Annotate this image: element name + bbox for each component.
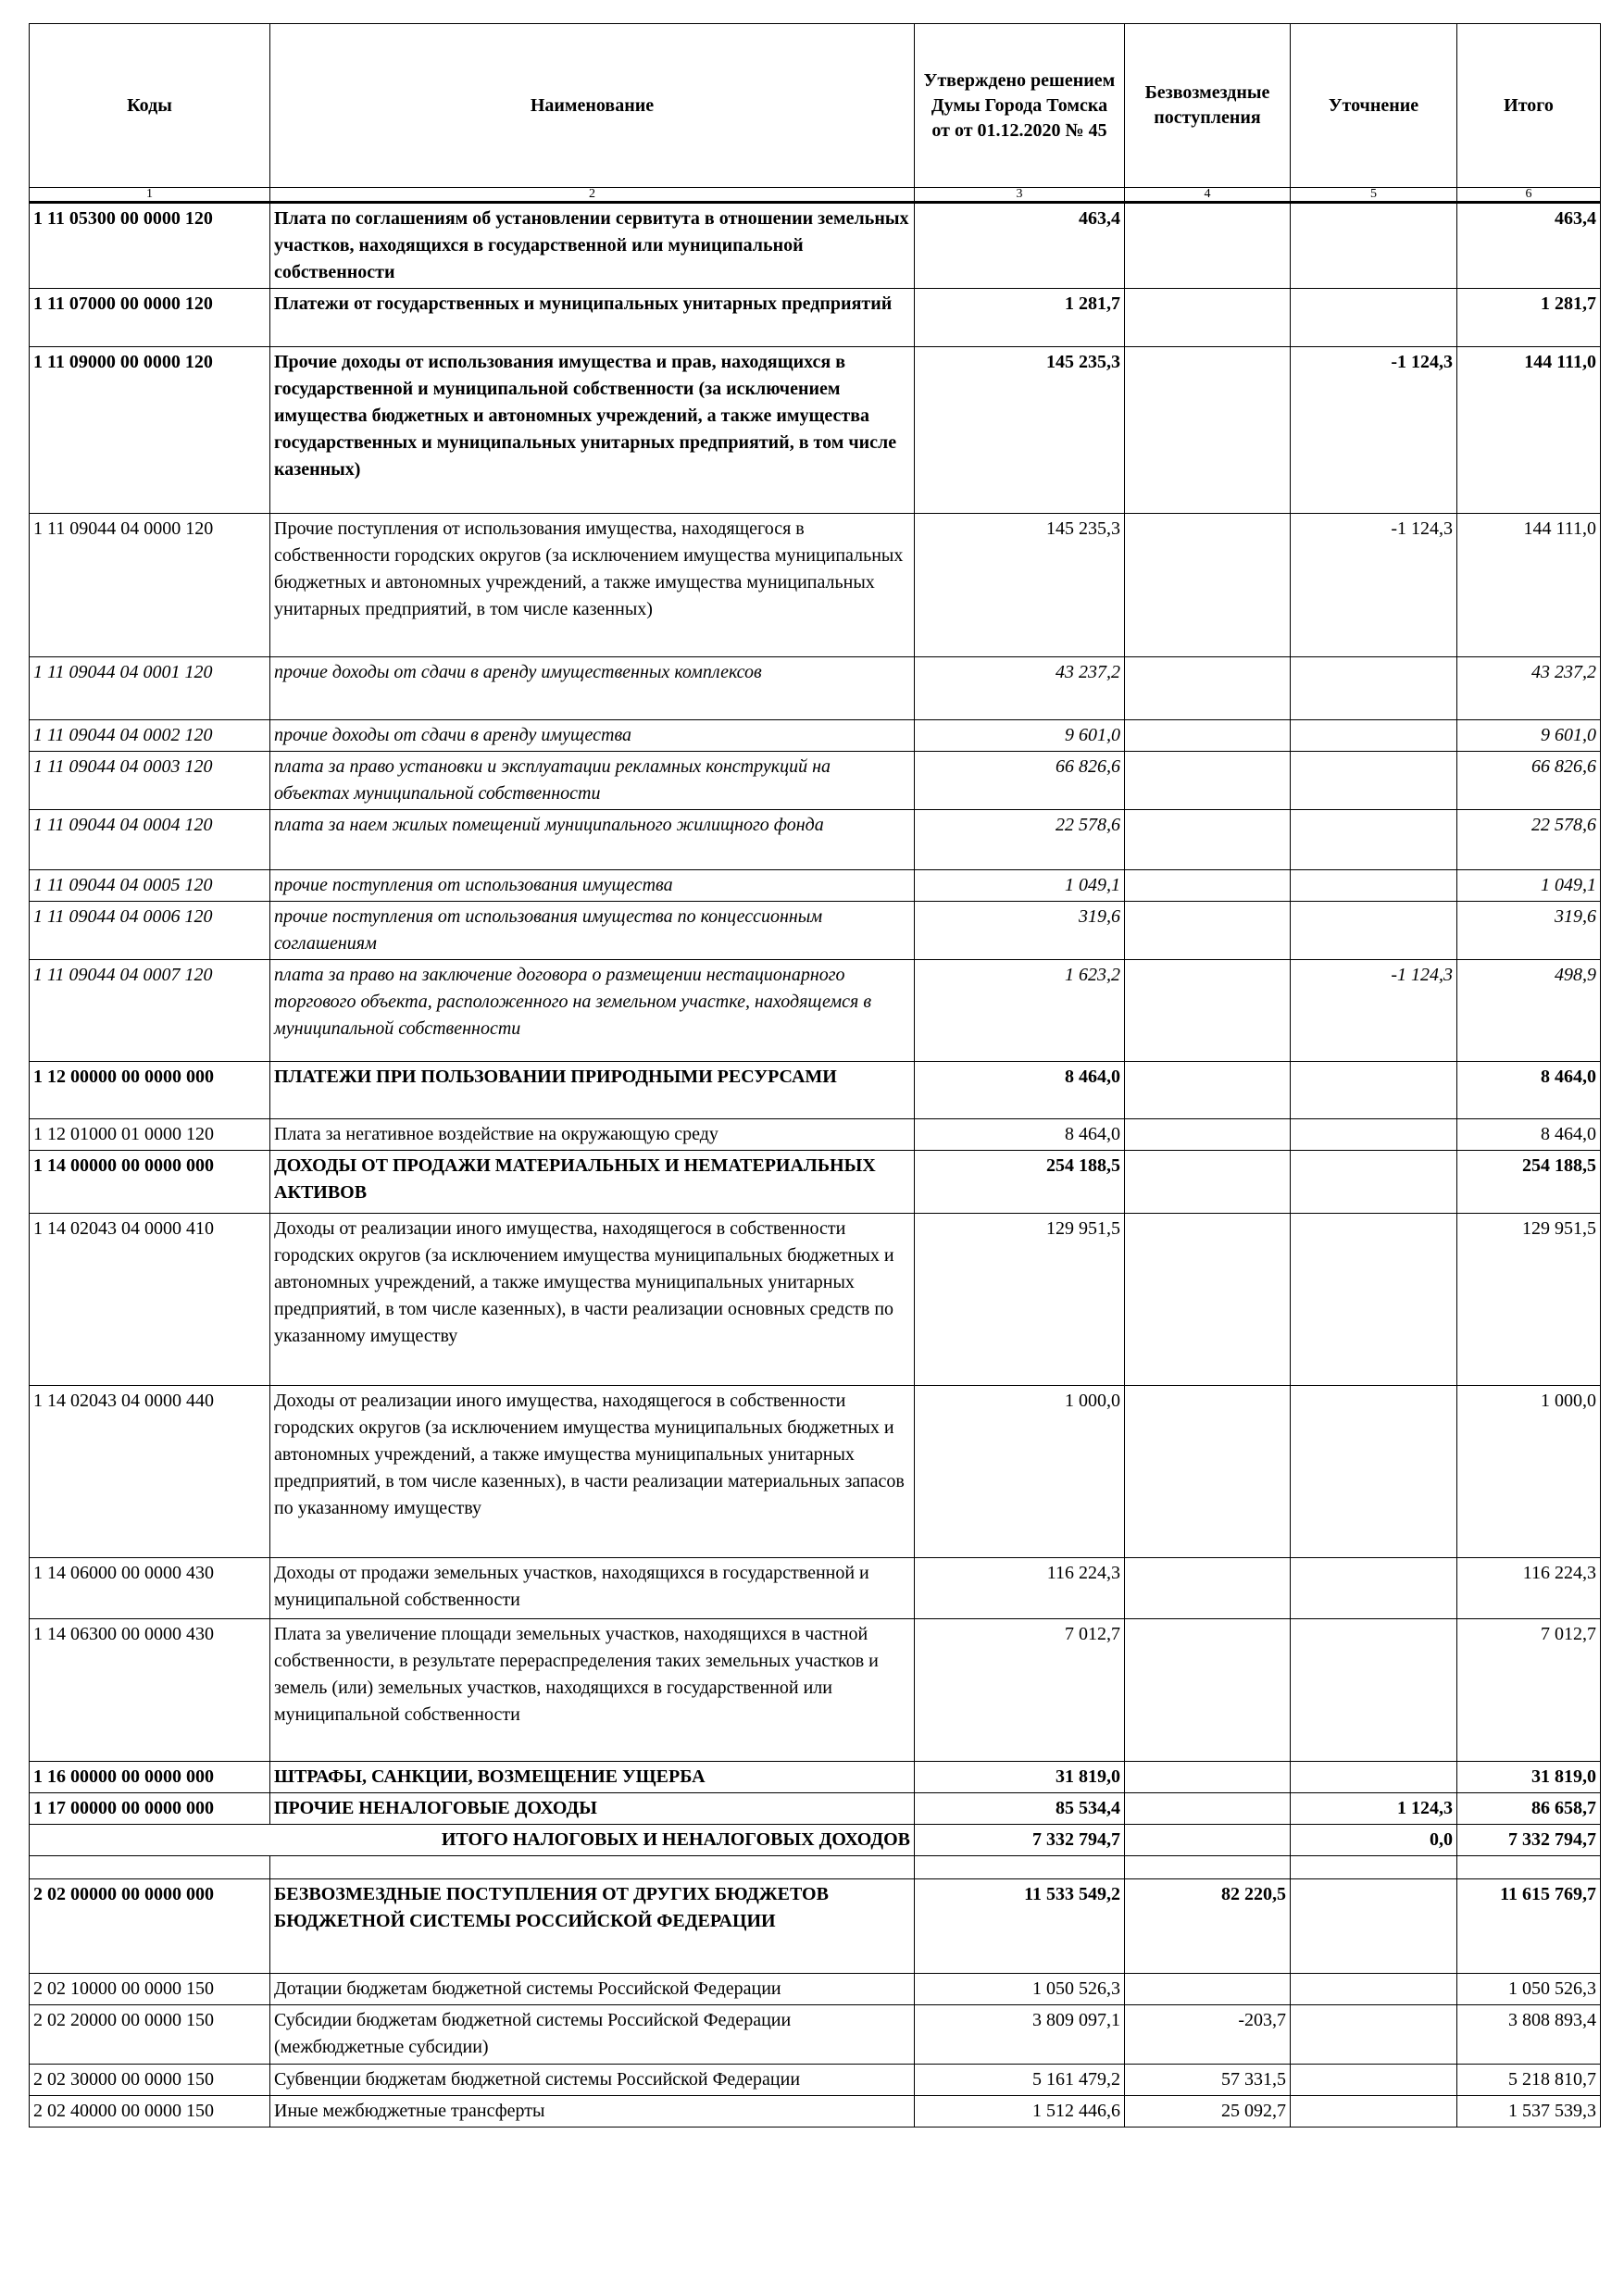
row-total: 1 049,1	[1457, 870, 1601, 902]
row-clarification	[1291, 1974, 1457, 2005]
row-code: 1 11 07000 00 0000 120	[30, 289, 270, 347]
row-total: 1 000,0	[1457, 1386, 1601, 1558]
row-clarification	[1291, 1151, 1457, 1214]
row-name: Плата за увеличение площади земельных участков, находящихся в частной собственности, в результате перераспределения таких земельных участков и земель (или) земельных участков, находящихся в государственной или муниципальной собственности	[270, 1619, 915, 1762]
row-total: 8 464,0	[1457, 1119, 1601, 1151]
row-name: плата за наем жилых помещений муниципального жилищного фонда	[270, 810, 915, 870]
row-gratuitous	[1125, 1793, 1291, 1825]
row-approved: 9 601,0	[915, 720, 1125, 752]
row-clarification: 1 124,3	[1291, 1793, 1457, 1825]
subtotal-clarification: 0,0	[1291, 1825, 1457, 1856]
row-name: Доходы от реализации иного имущества, находящегося в собственности городских округов (за исключением имущества муниципальных бюджетных и автономных учреждений, а также имущества муниципальных унитарных предприятий, в том числе казенных), в части реализации материальных запасов по указанному имуществу	[270, 1386, 915, 1558]
table-row	[30, 752, 1601, 810]
row-name: Дотации бюджетам бюджетной системы Российской Федерации	[270, 1974, 915, 2005]
row-gratuitous	[1125, 1974, 1291, 2005]
row-approved: 43 237,2	[915, 657, 1125, 720]
table-row	[30, 1214, 1601, 1386]
row-name: прочие поступления от использования имущества	[270, 870, 915, 902]
header-name: Наименование	[270, 24, 915, 188]
row-clarification	[1291, 1119, 1457, 1151]
row-total: 11 615 769,7	[1457, 1879, 1601, 1974]
row-gratuitous	[1125, 289, 1291, 347]
header-row	[30, 24, 1601, 188]
row-clarification	[1291, 810, 1457, 870]
row-clarification	[1291, 1386, 1457, 1558]
budget-table	[29, 23, 1601, 2128]
row-gratuitous	[1125, 1151, 1291, 1214]
row-total: 116 224,3	[1457, 1558, 1601, 1619]
row-total: 254 188,5	[1457, 1151, 1601, 1214]
subtotal-approved: 7 332 794,7	[915, 1825, 1125, 1856]
row-approved: 254 188,5	[915, 1151, 1125, 1214]
row-clarification	[1291, 2096, 1457, 2128]
subtotal-label: ИТОГО НАЛОГОВЫХ И НЕНАЛОГОВЫХ ДОХОДОВ	[30, 1825, 915, 1856]
row-clarification	[1291, 902, 1457, 960]
table-row	[30, 870, 1601, 902]
row-code: 1 11 09044 04 0005 120	[30, 870, 270, 902]
column-number: 3	[915, 188, 1125, 203]
row-clarification: -1 124,3	[1291, 514, 1457, 657]
row-gratuitous	[1125, 810, 1291, 870]
table-row	[30, 1762, 1601, 1793]
table-row	[30, 289, 1601, 347]
row-gratuitous	[1125, 203, 1291, 289]
row-gratuitous	[1125, 902, 1291, 960]
row-name: Платежи от государственных и муниципальных унитарных предприятий	[270, 289, 915, 347]
header-approved: Утверждено решением Думы Города Томска от от 01.12.2020 № 45	[915, 24, 1125, 188]
table-row	[30, 810, 1601, 870]
row-total: 129 951,5	[1457, 1214, 1601, 1386]
transfer-rows	[30, 1879, 1601, 2128]
row-code: 1 17 00000 00 0000 000	[30, 1793, 270, 1825]
revenue-rows	[30, 203, 1601, 1825]
table-row	[30, 1119, 1601, 1151]
row-approved: 1 050 526,3	[915, 1974, 1125, 2005]
row-name: Прочие доходы от использования имущества и прав, находящихся в государственной и муниципальной собственности (за исключением имущества бюджетных и автономных учреждений, а также имущества государственных и муниципальных унитарных предприятий, в том числе казенных)	[270, 347, 915, 514]
header-codes: Коды	[30, 24, 270, 188]
row-approved: 66 826,6	[915, 752, 1125, 810]
row-clarification	[1291, 870, 1457, 902]
row-gratuitous	[1125, 1119, 1291, 1151]
header-gratuitous: Безвозмездные поступления	[1125, 24, 1291, 188]
table-row	[30, 720, 1601, 752]
row-code: 1 14 00000 00 0000 000	[30, 1151, 270, 1214]
row-approved: 85 534,4	[915, 1793, 1125, 1825]
table-row	[30, 514, 1601, 657]
row-gratuitous: 57 331,5	[1125, 2065, 1291, 2096]
row-clarification: -1 124,3	[1291, 960, 1457, 1062]
row-name: Иные межбюджетные трансферты	[270, 2096, 915, 2128]
table-row	[30, 1619, 1601, 1762]
row-gratuitous	[1125, 752, 1291, 810]
row-approved: 1 281,7	[915, 289, 1125, 347]
row-approved: 116 224,3	[915, 1558, 1125, 1619]
row-code: 1 11 05300 00 0000 120	[30, 203, 270, 289]
row-clarification	[1291, 752, 1457, 810]
spacer-row	[30, 1856, 1601, 1879]
row-total: 86 658,7	[1457, 1793, 1601, 1825]
row-code: 2 02 40000 00 0000 150	[30, 2096, 270, 2128]
subtotal-section	[30, 1825, 1601, 1879]
header-total: Итого	[1457, 24, 1601, 188]
row-approved: 129 951,5	[915, 1214, 1125, 1386]
row-code: 1 14 06000 00 0000 430	[30, 1558, 270, 1619]
row-code: 1 11 09044 04 0003 120	[30, 752, 270, 810]
table-row	[30, 1151, 1601, 1214]
row-total: 319,6	[1457, 902, 1601, 960]
row-code: 1 14 02043 04 0000 410	[30, 1214, 270, 1386]
column-number-row	[30, 188, 1601, 203]
row-clarification	[1291, 1214, 1457, 1386]
table-row	[30, 902, 1601, 960]
row-clarification	[1291, 1762, 1457, 1793]
row-clarification	[1291, 289, 1457, 347]
row-total: 5 218 810,7	[1457, 2065, 1601, 2096]
row-approved: 1 049,1	[915, 870, 1125, 902]
row-total: 144 111,0	[1457, 347, 1601, 514]
table-row	[30, 1386, 1601, 1558]
row-name: БЕЗВОЗМЕЗДНЫЕ ПОСТУПЛЕНИЯ ОТ ДРУГИХ БЮДЖЕТОВ БЮДЖЕТНОЙ СИСТЕМЫ РОССИЙСКОЙ ФЕДЕРАЦИИ	[270, 1879, 915, 1974]
row-gratuitous	[1125, 1558, 1291, 1619]
table-row	[30, 657, 1601, 720]
row-approved: 3 809 097,1	[915, 2005, 1125, 2065]
row-approved: 1 000,0	[915, 1386, 1125, 1558]
row-name: ДОХОДЫ ОТ ПРОДАЖИ МАТЕРИАЛЬНЫХ И НЕМАТЕРИАЛЬНЫХ АКТИВОВ	[270, 1151, 915, 1214]
row-approved: 145 235,3	[915, 514, 1125, 657]
row-gratuitous	[1125, 1062, 1291, 1119]
row-gratuitous	[1125, 720, 1291, 752]
row-code: 1 14 06300 00 0000 430	[30, 1619, 270, 1762]
subtotal-row	[30, 1825, 1601, 1856]
table-row	[30, 2005, 1601, 2065]
row-total: 7 012,7	[1457, 1619, 1601, 1762]
row-total: 463,4	[1457, 203, 1601, 289]
row-name: ПЛАТЕЖИ ПРИ ПОЛЬЗОВАНИИ ПРИРОДНЫМИ РЕСУРСАМИ	[270, 1062, 915, 1119]
row-gratuitous	[1125, 870, 1291, 902]
row-name: прочие доходы от сдачи в аренду имущества	[270, 720, 915, 752]
row-gratuitous	[1125, 514, 1291, 657]
row-approved: 145 235,3	[915, 347, 1125, 514]
row-clarification	[1291, 2065, 1457, 2096]
row-clarification	[1291, 657, 1457, 720]
row-total: 144 111,0	[1457, 514, 1601, 657]
table-row	[30, 1558, 1601, 1619]
row-total: 31 819,0	[1457, 1762, 1601, 1793]
row-approved: 11 533 549,2	[915, 1879, 1125, 1974]
row-total: 9 601,0	[1457, 720, 1601, 752]
row-gratuitous	[1125, 657, 1291, 720]
row-code: 1 11 09044 04 0004 120	[30, 810, 270, 870]
row-code: 1 12 00000 00 0000 000	[30, 1062, 270, 1119]
row-approved: 31 819,0	[915, 1762, 1125, 1793]
row-gratuitous: 25 092,7	[1125, 2096, 1291, 2128]
row-clarification	[1291, 203, 1457, 289]
row-code: 2 02 30000 00 0000 150	[30, 2065, 270, 2096]
row-name: Субсидии бюджетам бюджетной системы Российской Федерации (межбюджетные субсидии)	[270, 2005, 915, 2065]
row-code: 1 16 00000 00 0000 000	[30, 1762, 270, 1793]
row-approved: 1 623,2	[915, 960, 1125, 1062]
row-clarification	[1291, 1558, 1457, 1619]
row-name: Субвенции бюджетам бюджетной системы Российской Федерации	[270, 2065, 915, 2096]
row-approved: 7 012,7	[915, 1619, 1125, 1762]
row-total: 3 808 893,4	[1457, 2005, 1601, 2065]
row-approved: 1 512 446,6	[915, 2096, 1125, 2128]
row-code: 1 11 09044 04 0000 120	[30, 514, 270, 657]
row-total: 498,9	[1457, 960, 1601, 1062]
row-name: ПРОЧИЕ НЕНАЛОГОВЫЕ ДОХОДЫ	[270, 1793, 915, 1825]
row-approved: 319,6	[915, 902, 1125, 960]
row-code: 1 11 09044 04 0001 120	[30, 657, 270, 720]
row-total: 1 281,7	[1457, 289, 1601, 347]
column-number: 2	[270, 188, 915, 203]
row-clarification	[1291, 1062, 1457, 1119]
subtotal-total: 7 332 794,7	[1457, 1825, 1601, 1856]
row-gratuitous	[1125, 1214, 1291, 1386]
table-row	[30, 203, 1601, 289]
row-clarification	[1291, 720, 1457, 752]
row-gratuitous	[1125, 960, 1291, 1062]
column-number: 1	[30, 188, 270, 203]
table-row	[30, 2096, 1601, 2128]
row-total: 66 826,6	[1457, 752, 1601, 810]
row-gratuitous: 82 220,5	[1125, 1879, 1291, 1974]
row-total: 1 537 539,3	[1457, 2096, 1601, 2128]
row-name: прочие поступления от использования имущества по концессионным соглашениям	[270, 902, 915, 960]
table-row	[30, 1793, 1601, 1825]
row-clarification	[1291, 1879, 1457, 1974]
table-row	[30, 347, 1601, 514]
row-name: Доходы от реализации иного имущества, находящегося в собственности городских округов (за исключением имущества муниципальных бюджетных и автономных учреждений, а также имущества муниципальных унитарных предприятий, в том числе казенных), в части реализации основных средств по указанному имуществу	[270, 1214, 915, 1386]
row-code: 1 11 09044 04 0002 120	[30, 720, 270, 752]
row-gratuitous	[1125, 1762, 1291, 1793]
row-clarification	[1291, 2005, 1457, 2065]
row-name: ШТРАФЫ, САНКЦИИ, ВОЗМЕЩЕНИЕ УЩЕРБА	[270, 1762, 915, 1793]
row-approved: 8 464,0	[915, 1062, 1125, 1119]
column-number: 5	[1291, 188, 1457, 203]
row-code: 2 02 20000 00 0000 150	[30, 2005, 270, 2065]
row-total: 43 237,2	[1457, 657, 1601, 720]
table-row	[30, 1974, 1601, 2005]
row-name: Доходы от продажи земельных участков, находящихся в государственной и муниципальной собственности	[270, 1558, 915, 1619]
row-clarification	[1291, 1619, 1457, 1762]
row-code: 2 02 00000 00 0000 000	[30, 1879, 270, 1974]
table-row	[30, 2065, 1601, 2096]
row-approved: 463,4	[915, 203, 1125, 289]
row-code: 1 14 02043 04 0000 440	[30, 1386, 270, 1558]
row-gratuitous	[1125, 347, 1291, 514]
row-name: плата за право установки и эксплуатации рекламных конструкций на объектах муниципальной собственности	[270, 752, 915, 810]
row-code: 1 12 01000 01 0000 120	[30, 1119, 270, 1151]
column-number: 4	[1125, 188, 1291, 203]
table-row	[30, 1062, 1601, 1119]
row-name: плата за право на заключение договора о размещении нестационарного торгового объекта, расположенного на земельном участке, находящемся в муниципальной собственности	[270, 960, 915, 1062]
row-name: Плата по соглашениям об установлении сервитута в отношении земельных участков, находящихся в государственной или муниципальной собственности	[270, 203, 915, 289]
row-approved: 22 578,6	[915, 810, 1125, 870]
subtotal-gratuitous	[1125, 1825, 1291, 1856]
table-row	[30, 960, 1601, 1062]
row-gratuitous: -203,7	[1125, 2005, 1291, 2065]
row-name: Плата за негативное воздействие на окружающую среду	[270, 1119, 915, 1151]
header-clarification: Уточнение	[1291, 24, 1457, 188]
row-total: 1 050 526,3	[1457, 1974, 1601, 2005]
row-gratuitous	[1125, 1386, 1291, 1558]
row-clarification: -1 124,3	[1291, 347, 1457, 514]
row-code: 2 02 10000 00 0000 150	[30, 1974, 270, 2005]
row-total: 8 464,0	[1457, 1062, 1601, 1119]
row-code: 1 11 09044 04 0007 120	[30, 960, 270, 1062]
row-code: 1 11 09044 04 0006 120	[30, 902, 270, 960]
row-approved: 5 161 479,2	[915, 2065, 1125, 2096]
table-row	[30, 1879, 1601, 1974]
row-gratuitous	[1125, 1619, 1291, 1762]
row-total: 22 578,6	[1457, 810, 1601, 870]
row-approved: 8 464,0	[915, 1119, 1125, 1151]
row-code: 1 11 09000 00 0000 120	[30, 347, 270, 514]
row-name: Прочие поступления от использования имущества, находящегося в собственности городских округов (за исключением имущества муниципальных бюджетных и автономных учреждений, а также имущества муниципальных унитарных предприятий, в том числе казенных)	[270, 514, 915, 657]
row-name: прочие доходы от сдачи в аренду имущественных комплексов	[270, 657, 915, 720]
column-number: 6	[1457, 188, 1601, 203]
